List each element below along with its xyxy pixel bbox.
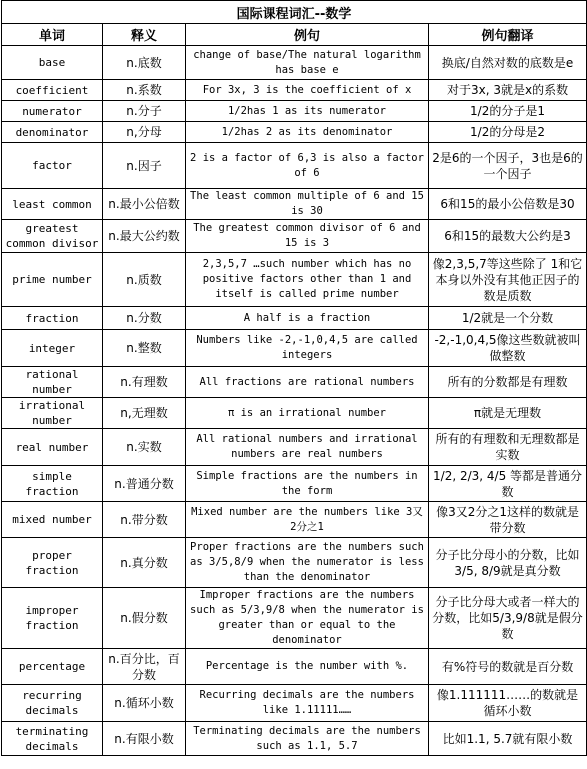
title-row bbox=[2, 1, 587, 24]
cell-word: recurring decimals bbox=[2, 685, 103, 722]
cell-translation: 像2,3,5,7等这些除了 1和它本身以外没有其他正因子的数是质数 bbox=[429, 253, 587, 307]
cell-pos: n.有限小数 bbox=[103, 722, 186, 756]
cell-word: greatest common divisor bbox=[2, 220, 103, 253]
cell-word: fraction bbox=[2, 307, 103, 330]
cell-word: percentage bbox=[2, 649, 103, 685]
cell-example: Recurring decimals are the numbers like 1.11111…… bbox=[186, 685, 429, 722]
cell-translation: 比如1.1, 5.7就有限小数 bbox=[429, 722, 587, 756]
cell-example: All rational numbers and irrational numbers are real numbers bbox=[186, 429, 429, 466]
cell-pos: n.系数 bbox=[103, 80, 186, 101]
cell-translation: 对于3x, 3就是x的系数 bbox=[429, 80, 587, 101]
cell-example: change of base/The natural logarithm has base e bbox=[186, 46, 429, 80]
cell-pos: n.有理数 bbox=[103, 367, 186, 398]
cell-pos: n,无理数 bbox=[103, 398, 186, 429]
cell-word: denominator bbox=[2, 122, 103, 143]
cell-example: The least common multiple of 6 and 15 is 30 bbox=[186, 189, 429, 220]
table-row bbox=[2, 722, 587, 756]
cell-translation: 分子比分母小的分数，比如3/5, 8/9就是真分数 bbox=[429, 538, 587, 588]
cell-translation: 1/2就是一个分数 bbox=[429, 307, 587, 330]
header-translation: 例句翻译 bbox=[429, 24, 587, 46]
cell-translation: 所有的有理数和无理数都是实数 bbox=[429, 429, 587, 466]
cell-translation: 1/2的分母是2 bbox=[429, 122, 587, 143]
table-title: 国际课程词汇--数学 bbox=[2, 1, 587, 24]
cell-translation: 换底/自然对数的底数是e bbox=[429, 46, 587, 80]
cell-word: rational number bbox=[2, 367, 103, 398]
cell-example: 1/2has 2 as its denominator bbox=[186, 122, 429, 143]
table-row bbox=[2, 143, 587, 189]
cell-word: least common bbox=[2, 189, 103, 220]
table-row bbox=[2, 398, 587, 429]
cell-example: Percentage is the number with %. bbox=[186, 649, 429, 685]
cell-example: Simple fractions are the numbers in the form bbox=[186, 466, 429, 502]
table-row bbox=[2, 502, 587, 538]
cell-translation: 6和15的最小公倍数是30 bbox=[429, 189, 587, 220]
cell-word: improper fraction bbox=[2, 588, 103, 649]
cell-example: All fractions are rational numbers bbox=[186, 367, 429, 398]
cell-translation: -2,-1,0,4,5像这些数就被叫做整数 bbox=[429, 330, 587, 367]
cell-word: simple fraction bbox=[2, 466, 103, 502]
cell-example: A half is a fraction bbox=[186, 307, 429, 330]
table-row bbox=[2, 330, 587, 367]
cell-pos: n.实数 bbox=[103, 429, 186, 466]
cell-word: proper fraction bbox=[2, 538, 103, 588]
cell-pos: n.分数 bbox=[103, 307, 186, 330]
cell-example: Numbers like -2,-1,0,4,5 are called integers bbox=[186, 330, 429, 367]
cell-example: Improper fractions are the numbers such as 5/3,9/8 when the numerator is greater than or equal to the denominator bbox=[186, 588, 429, 649]
cell-example: The greatest common divisor of 6 and 15 is 3 bbox=[186, 220, 429, 253]
table-row bbox=[2, 46, 587, 80]
vocabulary-table bbox=[1, 0, 587, 756]
cell-pos: n.分子 bbox=[103, 101, 186, 122]
cell-example: Mixed number are the numbers like 3又2分之1 bbox=[186, 502, 429, 538]
cell-word: mixed number bbox=[2, 502, 103, 538]
cell-translation: 2是6的一个因子，3也是6的一个因子 bbox=[429, 143, 587, 189]
cell-word: numerator bbox=[2, 101, 103, 122]
cell-translation: 分子比分母大或者一样大的分数，比如5/3,9/8就是假分数 bbox=[429, 588, 587, 649]
cell-translation: π就是无理数 bbox=[429, 398, 587, 429]
cell-example: 1/2has 1 as its numerator bbox=[186, 101, 429, 122]
cell-translation: 1/2, 2/3, 4/5 等都是普通分数 bbox=[429, 466, 587, 502]
cell-word: real number bbox=[2, 429, 103, 466]
cell-pos: n.因子 bbox=[103, 143, 186, 189]
cell-example: Proper fractions are the numbers such as 3/5,8/9 when the numerator is less than the denominator bbox=[186, 538, 429, 588]
table-row bbox=[2, 649, 587, 685]
cell-pos: n.底数 bbox=[103, 46, 186, 80]
cell-pos: n.最小公倍数 bbox=[103, 189, 186, 220]
table-row bbox=[2, 122, 587, 143]
cell-translation: 所有的分数都是有理数 bbox=[429, 367, 587, 398]
cell-example: For 3x, 3 is the coefficient of x bbox=[186, 80, 429, 101]
cell-pos: n.真分数 bbox=[103, 538, 186, 588]
cell-word: factor bbox=[2, 143, 103, 189]
cell-word: base bbox=[2, 46, 103, 80]
table-row bbox=[2, 189, 587, 220]
cell-translation: 像1.111111……的数就是循环小数 bbox=[429, 685, 587, 722]
cell-word: integer bbox=[2, 330, 103, 367]
table-row bbox=[2, 307, 587, 330]
header-pos: 释义 bbox=[103, 24, 186, 46]
cell-word: terminating decimals bbox=[2, 722, 103, 756]
cell-word: prime number bbox=[2, 253, 103, 307]
table-row bbox=[2, 466, 587, 502]
cell-translation: 有%符号的数就是百分数 bbox=[429, 649, 587, 685]
cell-pos: n.普通分数 bbox=[103, 466, 186, 502]
cell-pos: n,分母 bbox=[103, 122, 186, 143]
cell-example: 2 is a factor of 6,3 is also a factor of 6 bbox=[186, 143, 429, 189]
table-row bbox=[2, 101, 587, 122]
cell-word: irrational number bbox=[2, 398, 103, 429]
cell-pos: n.整数 bbox=[103, 330, 186, 367]
header-word: 单词 bbox=[2, 24, 103, 46]
table-row bbox=[2, 80, 587, 101]
cell-pos: n.百分比，百分数 bbox=[103, 649, 186, 685]
cell-pos: n.质数 bbox=[103, 253, 186, 307]
cell-translation: 1/2的分子是1 bbox=[429, 101, 587, 122]
cell-pos: n.假分数 bbox=[103, 588, 186, 649]
cell-example: π is an irrational number bbox=[186, 398, 429, 429]
table-row bbox=[2, 220, 587, 253]
cell-translation: 像3又2分之1这样的数就是带分数 bbox=[429, 502, 587, 538]
cell-pos: n.带分数 bbox=[103, 502, 186, 538]
header-example: 例句 bbox=[186, 24, 429, 46]
table-row bbox=[2, 538, 587, 588]
cell-pos: n.循环小数 bbox=[103, 685, 186, 722]
cell-example: Terminating decimals are the numbers such as 1.1, 5.7 bbox=[186, 722, 429, 756]
cell-translation: 6和15的最数大公约是3 bbox=[429, 220, 587, 253]
table-row bbox=[2, 429, 587, 466]
table-row bbox=[2, 685, 587, 722]
table-row bbox=[2, 253, 587, 307]
cell-example: 2,3,5,7 …such number which has no positive factors other than 1 and itself is called prime number bbox=[186, 253, 429, 307]
table-row bbox=[2, 367, 587, 398]
cell-word: coefficient bbox=[2, 80, 103, 101]
header-row bbox=[2, 24, 587, 46]
table-row bbox=[2, 588, 587, 649]
cell-pos: n.最大公约数 bbox=[103, 220, 186, 253]
